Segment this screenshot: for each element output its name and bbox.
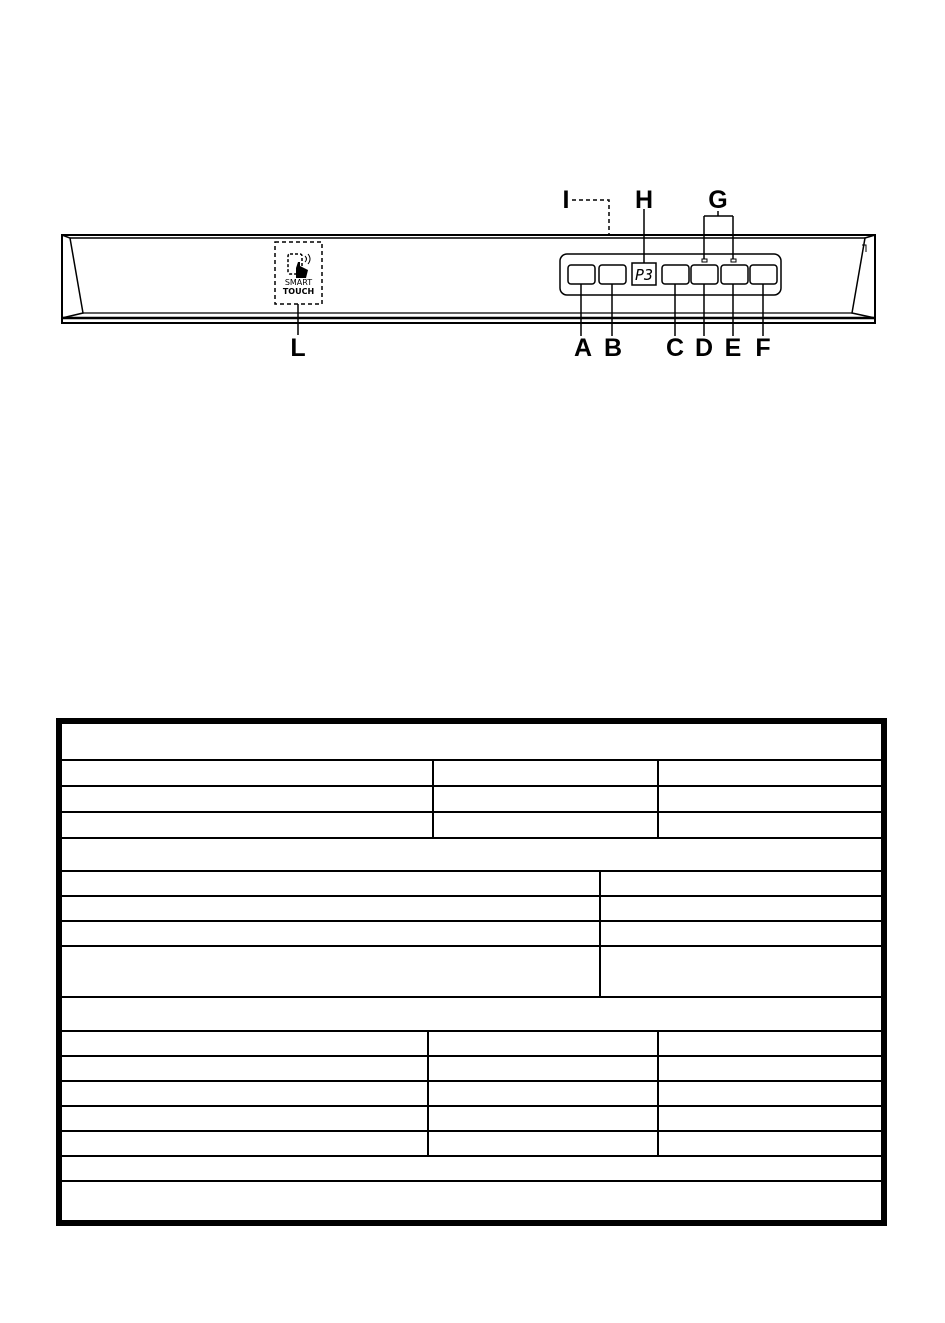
callout-b: B <box>603 334 623 362</box>
callout-labels <box>290 186 770 362</box>
display-readout: P3 <box>634 266 654 284</box>
table-cell <box>599 947 881 996</box>
table-cell <box>599 897 881 920</box>
table-cell <box>599 872 881 895</box>
button-c <box>662 265 689 284</box>
callout-f: F <box>755 334 771 362</box>
control-strip <box>560 254 781 295</box>
table-row <box>62 1032 881 1057</box>
table-cell <box>432 813 657 837</box>
table-row <box>62 1132 881 1157</box>
button-f <box>750 265 777 284</box>
table-cell <box>657 1057 881 1080</box>
table-row <box>62 922 881 947</box>
table-cell <box>599 922 881 945</box>
smart-touch-icon <box>288 254 310 278</box>
table-cell <box>657 1032 881 1055</box>
button-b <box>599 265 626 284</box>
callout-h: H <box>634 186 654 214</box>
table-cell <box>427 1032 657 1055</box>
table-cell <box>657 813 881 837</box>
indicator-light-2 <box>731 259 736 262</box>
table-cell <box>657 1082 881 1105</box>
table-row <box>62 1082 881 1107</box>
callout-d: D <box>694 334 714 362</box>
callout-i: I <box>562 186 570 214</box>
button-d <box>691 265 718 284</box>
table-cell <box>657 1132 881 1155</box>
table-cell <box>432 787 657 811</box>
section-header-1 <box>62 724 881 761</box>
table-cell <box>657 1107 881 1130</box>
section-header-2 <box>62 839 881 872</box>
table-cell <box>432 761 657 785</box>
callout-c: C <box>665 334 685 362</box>
leader-lines <box>298 200 763 336</box>
smart-touch-label-line1: SMART <box>284 278 313 287</box>
panel-body <box>62 235 875 323</box>
table-row <box>62 813 881 839</box>
callout-g: G <box>708 186 728 214</box>
callout-e: E <box>724 334 742 362</box>
table-cell <box>427 1082 657 1105</box>
callout-l: L <box>290 334 306 362</box>
table-row <box>62 872 881 897</box>
table-row <box>62 761 881 787</box>
table-cell <box>427 1057 657 1080</box>
section-header-4 <box>62 1157 881 1182</box>
button-a <box>568 265 595 284</box>
table-row <box>62 1107 881 1132</box>
table-cell <box>427 1132 657 1155</box>
smart-touch-area <box>275 242 322 304</box>
table-row <box>62 1182 881 1220</box>
control-panel-diagram <box>0 0 945 380</box>
table-cell <box>657 761 881 785</box>
smart-touch-label-line2: TOUCH <box>282 287 315 296</box>
table-row <box>62 897 881 922</box>
spec-table <box>56 718 887 1226</box>
callout-a: A <box>573 334 593 362</box>
indicator-light-1 <box>702 259 707 262</box>
table-row <box>62 787 881 813</box>
section-header-3 <box>62 998 881 1032</box>
button-e <box>721 265 748 284</box>
table-row <box>62 947 881 998</box>
table-cell <box>427 1107 657 1130</box>
table-row <box>62 1057 881 1082</box>
table-cell <box>657 787 881 811</box>
